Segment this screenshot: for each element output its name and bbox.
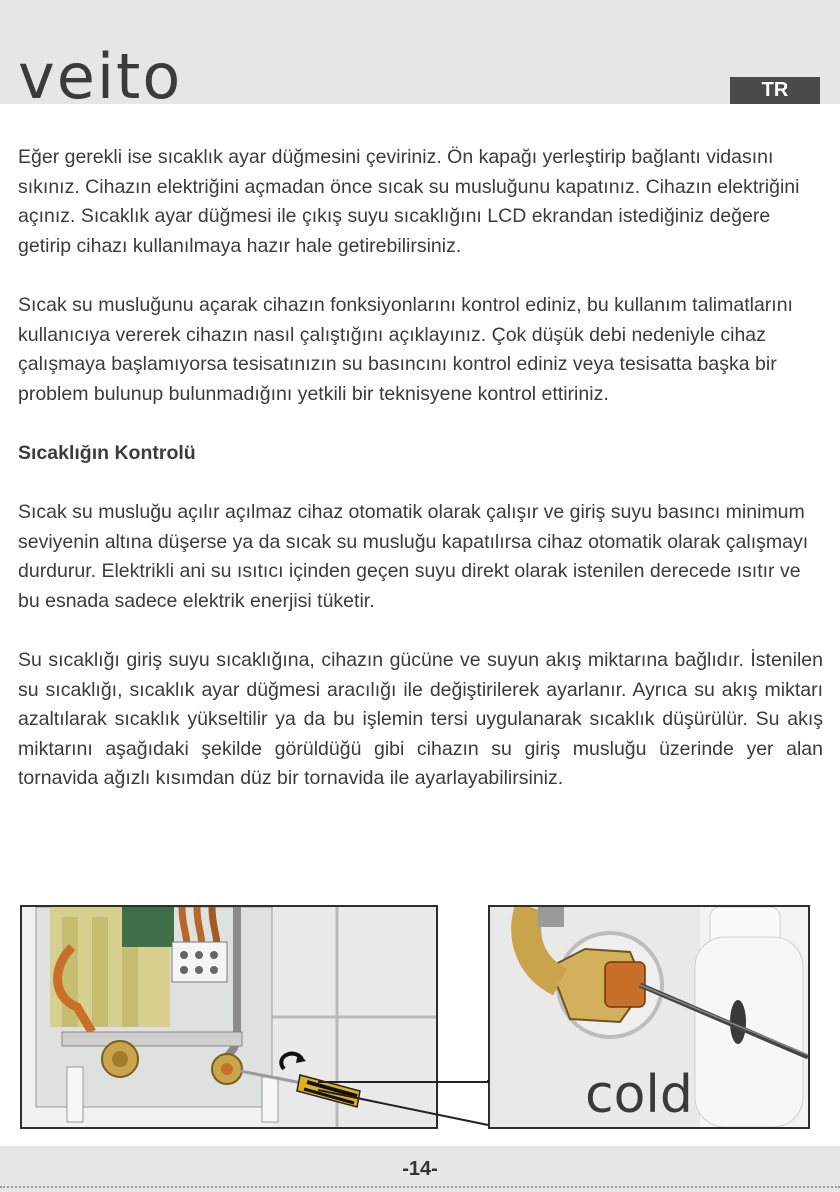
page-number: -14- bbox=[402, 1158, 438, 1180]
paragraph-automatic-operation: Sıcak su musluğu açılır açılmaz cihaz otomatik olarak çalışır ve giriş suyu basıncı minimum seviyenin altına düşerse ya da sıcak su musluğu kapatılırsa cihaz otomatik olarak çalışmayı durdurur. Elektrikli ani su ısıtıcı içinden geçen suyu direkt olarak istenilen derecede ısıtır ve bu esnada sadece elektrik enerjisi tüketir. bbox=[18, 501, 809, 612]
inlet-closeup-photo bbox=[488, 905, 810, 1129]
paragraph-function-check: Sıcak su musluğunu açarak cihazın fonksiyonlarını kontrol ediniz, bu kullanım talimatlarını kullanıcıya vererek cihazın nasıl çalıştığını açıklayınız. Çok düşük debi nedeniyle cihaz çalışmaya başlamıyorsa tesisatınızın su basıncını kontrol ediniz veya tesisatta başka bir problem bulunup bulunmadığını yetkili bir teknisyene kontrol ettiriniz. bbox=[18, 293, 793, 405]
paragraph-flow-adjustment: Su sıcaklığı giriş suyu sıcaklığına, cihazın gücüne ve suyun akış miktarına bağlıdır. İstenilen su sıcaklığı, sıcaklık ayar düğmesi aracılığı ile değiştirilerek ayarlanır. Ayrıca su akış miktarı azaltılarak sıcaklık yükseltilir ya da bu işlemin tersi uygulanarak sıcaklık düşürülür. Su akış miktarını aşağıdaki şekilde görüldüğü gibi cihazın su giriş musluğu üzerinde yer alan tornavida ağızlı kısımdan düz bir tornavida ile ayarlayabilirsiniz. bbox=[18, 649, 823, 790]
section-title-temperature-control: Sıcaklığın Kontrolü bbox=[18, 441, 196, 464]
brand-logo: veito bbox=[18, 40, 183, 113]
language-badge: TR bbox=[730, 77, 820, 104]
installation-photo-left bbox=[20, 905, 438, 1129]
cold-inlet-illustration bbox=[490, 907, 808, 1127]
paragraph-setup: Eğer gerekli ise sıcaklık ayar düğmesini çeviriniz. Ön kapağı yerleştirip bağlantı vidasını sıkınız. Cihazın elektriğini açmadan önce sıcak su musluğunu kapatınız. Cihazın elektriğini açınız. Sıcaklık ayar düğmesi ile çıkış suyu sıcaklığını LCD ekrandan istediğiniz değere getirip cihazı kullanılmaya hazır hale getirebilirsiniz. bbox=[18, 146, 800, 257]
footer-divider bbox=[0, 1186, 840, 1188]
page-content bbox=[18, 143, 823, 824]
page-footer bbox=[0, 1146, 840, 1192]
page-header bbox=[0, 0, 840, 113]
cold-label: cold bbox=[585, 1065, 693, 1125]
heater-internals-illustration bbox=[22, 907, 436, 1127]
